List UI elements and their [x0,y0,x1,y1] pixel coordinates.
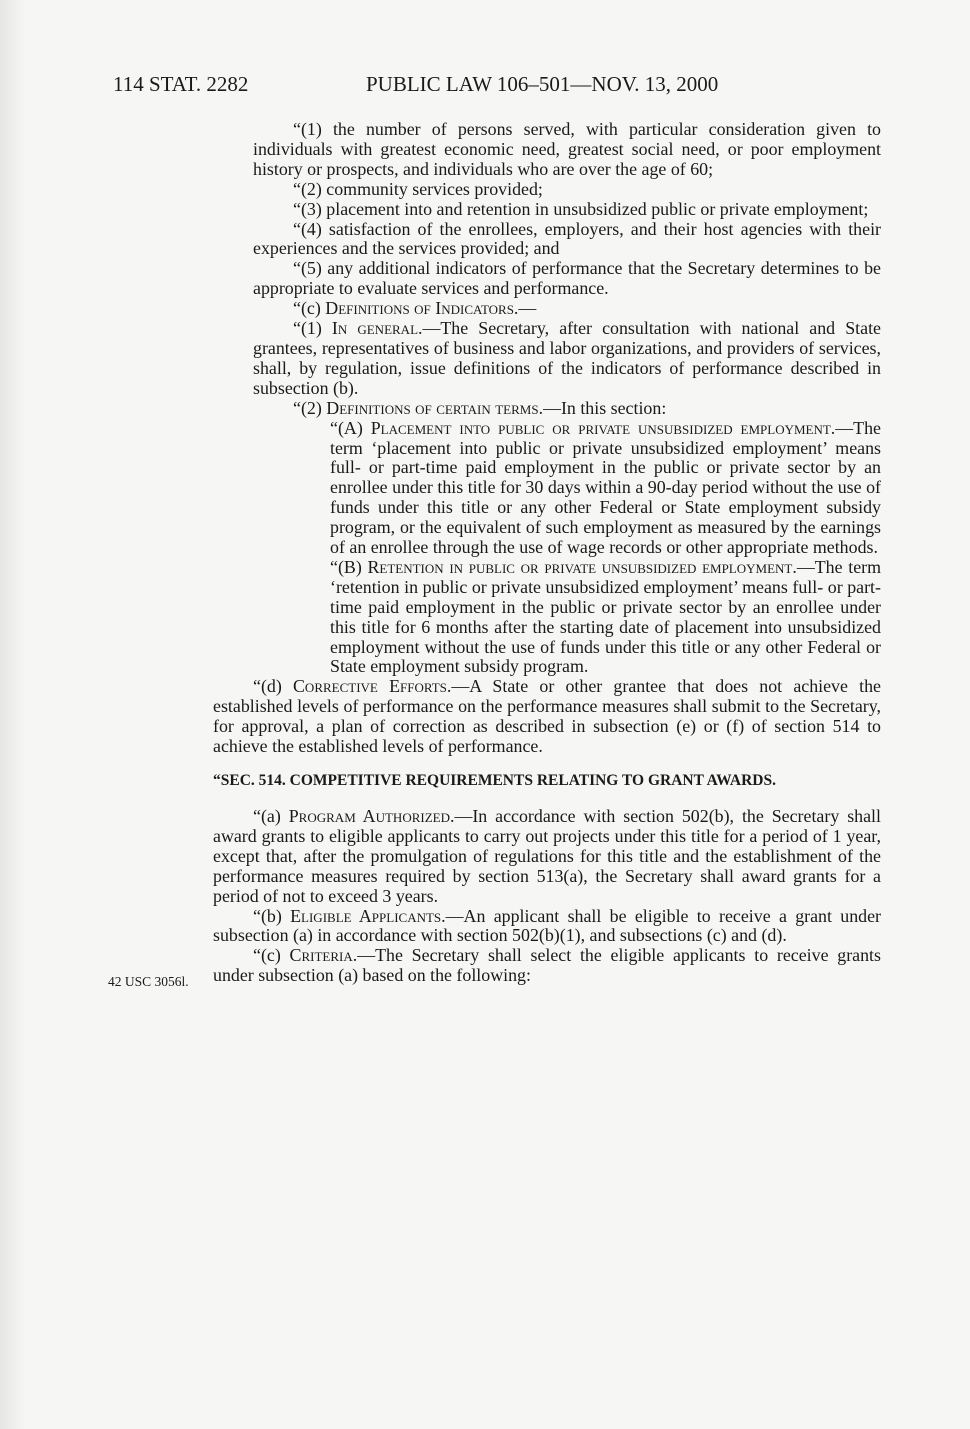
subsection-b-eligible-applicants [213,907,881,947]
paragraph-c2-definitions [253,399,881,419]
subsection-c-title: Definitions of Indicators. [325,298,519,319]
paragraph-c1-text: —The Secretary, after consultation with national and State grantees, representatives of business and labor organizations, and providers of services, shall, by regulation, issue definitions of the indicators of performance described in subsection (b). [253,318,881,398]
subparagraph-A-marker: “(A) [330,417,371,438]
paragraph-2: “(2) community services provided; [293,178,543,199]
subsection-d-heading: Corrective Efforts. [293,676,452,697]
paragraph-1: “(1) the number of persons served, with particular consideration given to individuals with greatest economic need, greatest social need, or poor employment history or prospects, and individuals who are over the age of 60; [253,119,881,179]
paragraph-5: “(5) any additional indicators of performance that the Secretary determines to be appropriate to evaluate services and performance. [253,258,881,299]
subsection-b-marker: “(b) [253,905,291,926]
paragraph-4: “(4) satisfaction of the enrollees, employers, and their host agencies with their experiences and the services provided; and [253,218,881,259]
paragraph-c1-marker: “(1) [293,318,332,339]
subparagraph-A-text: —The term ‘placement into public or private unsubsidized employment’ means full- or part-time paid employment in the public or private sector by an enrollee under this title for 30 days within a 90-day period without the use of funds under this title or any other Federal or State employment subsidy program, or the equivalent of such employment as measured by the earnings of an enrollee through the use of wage records or other appropriate methods. [330,417,881,558]
page-edge-shadow [0,0,26,1429]
page-header [113,64,793,104]
usc-margin-note: 42 USC 3056l. [108,974,189,989]
statute-page-number: 114 STAT. 2282 [113,72,249,96]
section-514-heading: “SEC. 514. COMPETITIVE REQUIREMENTS RELATING TO GRANT AWARDS. [213,772,776,789]
subsection-a-text: —In accordance with section 502(b), the Secretary shall award grants to eligible applicants to carry out projects under this title for a period of 1 year, except that, after the promulgation of regulations for this title and the establishment of the performance measures required by section 513(a), the Secretary shall award grants for a period of not to exceed 3 years. [213,806,881,906]
subparagraph-B-text: —The term ‘retention in public or private unsubsidized employment’ means full- or part-time paid employment in the public or private sector by an enrollee under this title for 6 months after the starting date of placement into unsubsidized employment without the use of funds under this title or any other Federal or State employment subsidy program. [330,556,882,677]
document-body [213,119,882,986]
subsection-a-marker: “(a) [253,806,289,826]
subparagraph-B-heading: Retention in public or private unsubsidized employment. [367,556,797,577]
paragraph-c2-heading: Definitions of certain terms. [326,397,544,418]
subparagraph-A-heading: Placement into public or private unsubsidized employment. [370,417,836,438]
subsection-a-program-authorized [213,807,881,907]
subsection-d-text: —A State or other grantee that does not achieve the established levels of performance on the performance measures shall submit to the Secretary, for approval, a plan of correction as described in subsection (e) or (f) of section 514 to achieve the established levels of performance. [213,676,881,757]
subsection-d-marker: “(d) [253,676,293,697]
paragraph-c2-text: —In this section: [543,397,667,418]
subparagraph-B-marker: “(B) [330,556,368,577]
subsection-b-heading: Eligible Applicants. [290,905,446,926]
subsection-c-criteria-marker: “(c) [253,945,290,966]
paragraph-c1-in-general [253,319,881,399]
subsection-a-heading: Program Authorized. [288,806,455,826]
subsection-d-corrective-efforts [213,677,881,757]
subsection-c-definitions-heading [253,299,881,319]
subsection-c-dash: — [518,298,537,319]
subsection-c-criteria-heading: Criteria. [289,945,358,966]
subsection-c-marker: “(c) [293,298,326,319]
subparagraph-A-placement [253,419,881,558]
subparagraph-B-retention [253,558,881,677]
paragraph-c2-marker: “(2) [293,397,327,418]
subsection-c-criteria [213,946,881,986]
public-law-citation: PUBLIC LAW 106–501—NOV. 13, 2000 [366,72,719,96]
subsection-c-criteria-text: —The Secretary shall select the eligible applicants to receive grants under subsection (a) based on the following: [213,945,881,986]
paragraph-3: “(3) placement into and retention in unsubsidized public or private employment; [293,198,869,219]
subsection-b-text: —An applicant shall be eligible to receive a grant under subsection (a) in accordance with section 502(b)(1), and subsections (c) and (d). [213,905,881,946]
paragraph-c1-heading: In general. [331,318,423,339]
